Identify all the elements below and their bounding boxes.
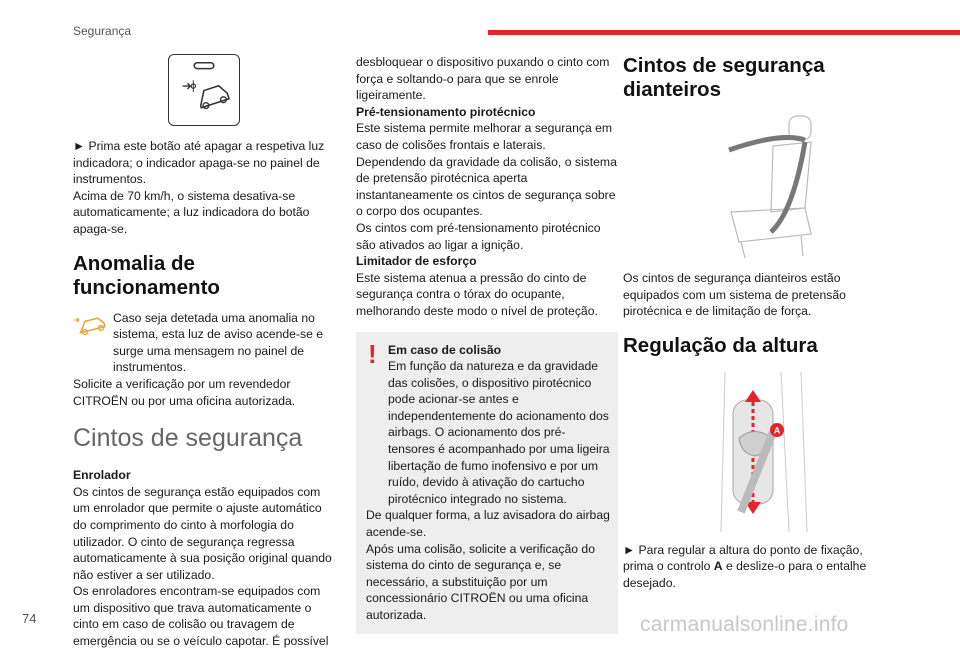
page-number: 74 [22,611,37,626]
retractor-text-2: Os enroladores encontram-se equipados com um dispositivo que trava automaticamente o cinto em caso de colisão ou travagem de emergência ou se o veículo capotar. É possível [73,584,329,649]
collision-note [356,332,618,634]
button-icon [168,54,240,126]
watermark: carmanualsonline.info [640,613,849,636]
marker-a-label: A [773,425,781,436]
instruction-text: ► Prima este botão até apagar a respetiva luz indicadora; o indicador apaga-se no painel de instrumentos. [73,139,325,187]
pretension-text: Este sistema permite melhorar a segurança em caso de colisões frontais e laterais. Dependendo da gravidade da colisão, o sistema de pretensão pirotécnica aperta instantaneamente os cintos de segurança sobre o corpo dos ocupantes. [356,121,617,219]
anomaly-block [73,310,335,376]
height-adjust-text [623,542,885,592]
retractor-heading: Enrolador [73,468,131,483]
limiter-heading: Limitador de esforço [356,254,477,269]
note-text-2: De qualquer forma, a luz avisadora do airbag acende-se. [366,508,610,540]
belts-heading: Cintos de segurança [73,424,303,453]
column-3 [623,54,885,592]
height-adjust-illustration [711,372,811,532]
front-belts-heading: Cintos de segurança dianteiros [623,54,825,101]
info-text: Acima de 70 km/h, o sistema desativa-se automaticamente; a luz indicadora do botão apaga-se. [73,188,310,236]
anomaly-text: Caso seja detetada uma anomalia no sistema, esta luz de aviso acende-se e surge uma mensagem no painel de instrumentos. [113,310,324,375]
pretension-heading: Pré-tensionamento pirotécnico [356,104,536,119]
column-1 [73,54,335,650]
height-text-part-1: ► Para regular a altura do ponto de fixação, prima o controlo [623,542,863,574]
column-2 [356,54,618,634]
anomaly-heading: Anomalia de funcionamento [73,251,220,299]
note-text-3: Após uma colisão, solicite a verificação do sistema do cinto de segurança e, se necessário, a substituição por um concessionário CITROËN ou uma oficina autorizada. [366,541,595,622]
note-text-1: Em função da natureza e da gravidade das colisões, o dispositivo pirotécnico pode acionar-se antes e independentemente do acionamento dos airbags. O acionamento dos pré-tensores é acompanhado por uma ligeira libertação de fumo inofensivo e por um ruído, devido à ativação do cartucho pirotécnico integrado no sistema. [388,359,610,506]
anomaly-text-2: Solicite a verificação por um revendedor CITROËN ou por uma oficina autorizada. [73,376,296,408]
limiter-text: Este sistema atenua a pressão do cinto de segurança contra o tórax do ocupante, melhorando deste modo o nível de proteção. [356,270,598,318]
height-text-part-2: e deslize-o para o entalhe desejado. [623,559,867,590]
front-belts-text: Os cintos de segurança dianteiros estão equipados com um sistema de pretensão pirotécnica e de limitação de força. [623,271,846,319]
retractor-text: Os cintos de segurança estão equipados com um enrolador que permite o ajuste automático do comprimento do cinto à morfologia do utilizador. O cinto de segurança regressa automaticamente à sua posição original quando não estiver a ser utilizado. [73,484,332,582]
section-header: Segurança [73,24,132,38]
header-red-bar [488,30,960,35]
warning-exclamation-icon: ! [368,338,377,369]
height-adjust-heading: Regulação da altura [623,333,818,357]
seat-belt-illustration [701,112,825,262]
note-heading: Em caso de colisão [388,342,502,357]
height-text-control-a: A [713,559,723,574]
pretension-text-2: Os cintos com pré-tensionamento pirotécnico são ativados ao ligar a ignição. [356,220,601,252]
hill-assist-warning-icon [73,312,107,336]
continued-text: desbloquear o dispositivo puxando o cinto com força e soltando-o para que se enrole ligeiramente. [356,55,610,103]
